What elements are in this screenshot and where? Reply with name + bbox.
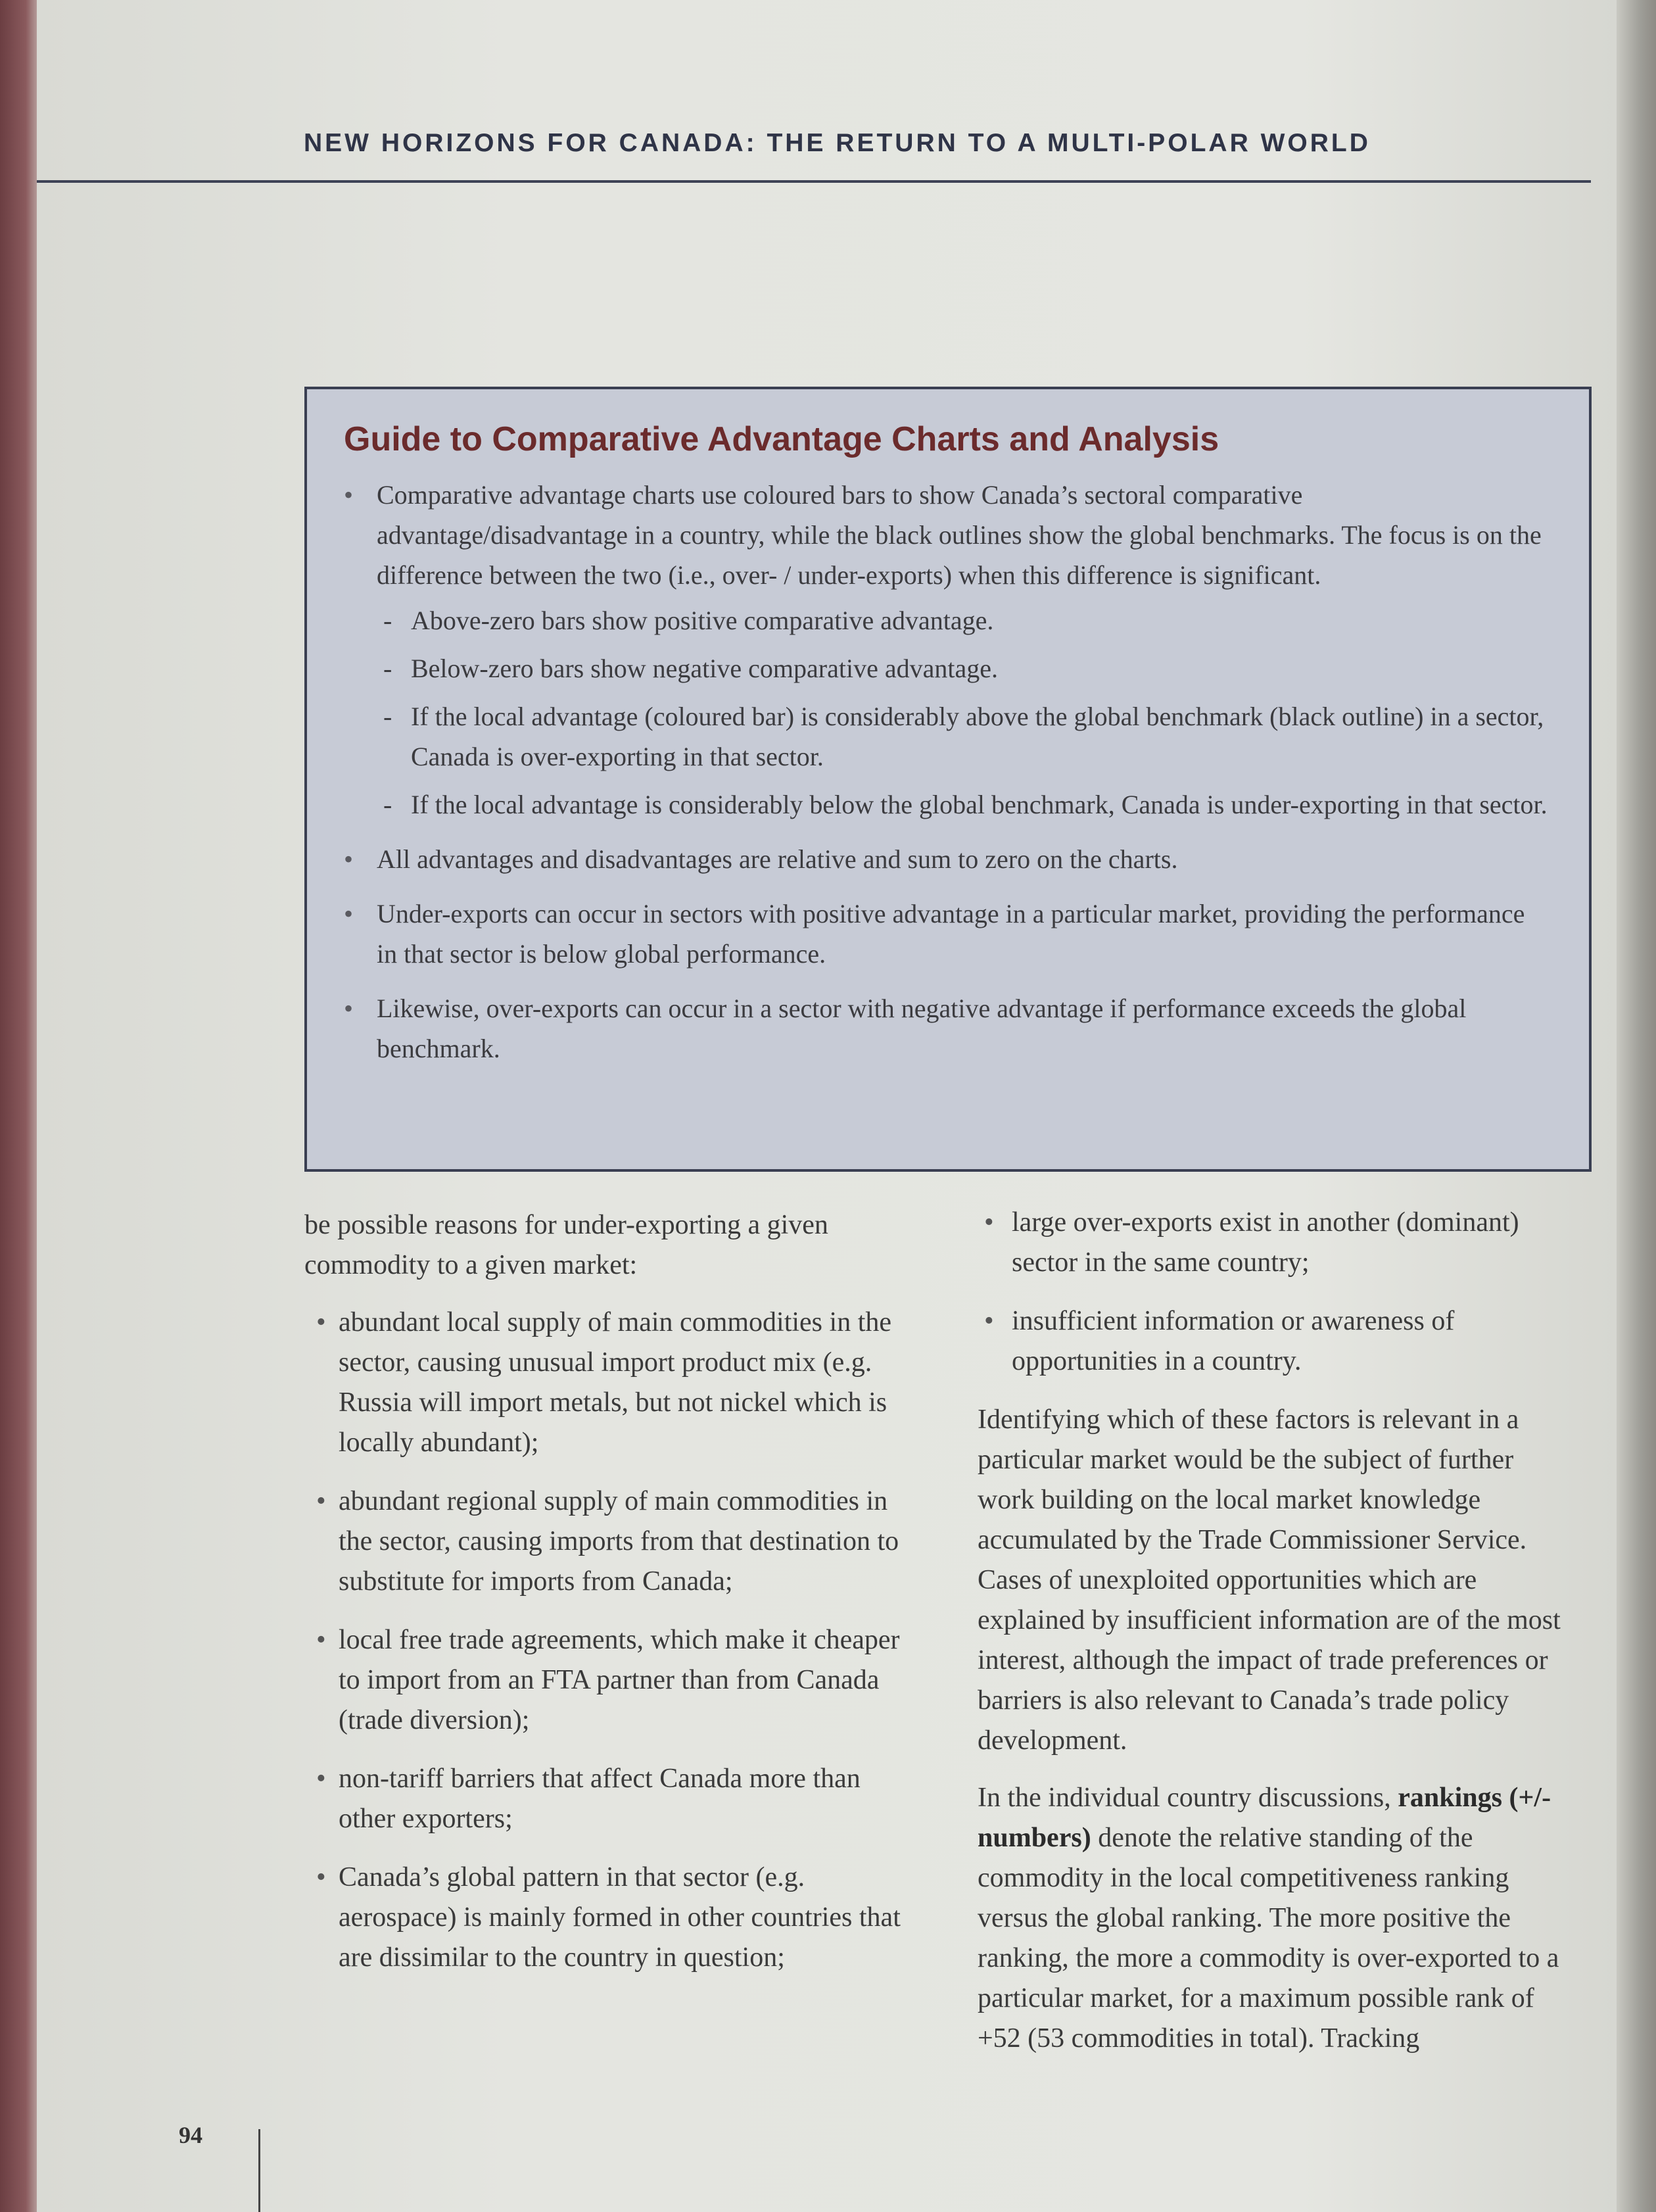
page-number: 94 xyxy=(179,2122,202,2148)
guide-bullet: • All advantages and disadvantages are relative and sum to zero on the charts. xyxy=(344,839,1550,879)
left-intro-paragraph: be possible reasons for under-exporting a given commodity to a given market: xyxy=(304,1210,828,1280)
guide-sub-item: - Above-zero bars show positive comparative advantage. xyxy=(377,600,1550,640)
reason-item: • abundant regional supply of main commodities in the sector, causing imports from that destination to substitute for imports from Canada; xyxy=(304,1481,916,1602)
rankings-text-end: denote the relative standing of the commodity in the local competitiveness ranking versus the global ranking. The more positive the ranking, the more a commodity is over-exported to a particular market, for a maximum possible rank of +52 (53 commodities in total). Tracking xyxy=(978,1823,1559,2054)
reasons-list-continued xyxy=(978,1203,1576,1382)
guide-bullet: • Likewise, over-exports can occur in a sector with negative advantage if performance exceeds the global benchmark. xyxy=(344,988,1550,1069)
folio-rule xyxy=(258,2129,260,2212)
guide-sub-item: - If the local advantage is considerably below the global benchmark, Canada is under-exporting in that sector. xyxy=(377,784,1550,825)
guide-box xyxy=(304,387,1592,1172)
reason-item: • abundant local supply of main commodities in the sector, causing unusual import product mix (e.g. Russia will import metals, but not nickel which is locally abundant); xyxy=(304,1303,916,1463)
factors-paragraph: Identifying which of these factors is relevant in a particular market would be the subject of further work building on the local market knowledge accumulated by the Trade Commissioner Service. Cases of unexploited opportunities which are explained by insufficient information are of the most interest, although the impact of trade preferences or barriers is also relevant to Canada’s trade policy development. xyxy=(978,1405,1561,1756)
guide-title: Guide to Comparative Advantage Charts and Analysis xyxy=(344,420,1219,458)
reason-item: • non-tariff barriers that affect Canada more than other exporters; xyxy=(304,1759,916,1839)
rankings-paragraph xyxy=(978,1778,1576,2059)
guide-bullet-text: Comparative advantage charts use coloured bars to show Canada’s sectoral comparative advantage/disadvantage in a country, while the black outlines show the global benchmarks. The focus is on the difference between the two (i.e., over- / under-exports) when this difference is significant. xyxy=(377,480,1542,590)
page-edge-shadow xyxy=(1617,0,1656,2212)
left-column xyxy=(304,1205,916,1996)
rankings-term: rankings (+/- numbers) xyxy=(978,1783,1551,1853)
rankings-text-start: In the individual country discussions, xyxy=(978,1783,1398,1813)
reason-item: • large over-exports exist in another (dominant) sector in the same country; xyxy=(978,1203,1576,1283)
reason-item: • local free trade agreements, which make it cheaper to import from an FTA partner than from Canada (trade diversion); xyxy=(304,1620,916,1741)
running-header: NEW HORIZONS FOR CANADA: THE RETURN TO A MULTI-POLAR WORLD xyxy=(304,129,1371,157)
reason-item: • insufficient information or awareness of opportunities in a country. xyxy=(978,1301,1576,1382)
guide-bullet-list xyxy=(344,475,1550,1069)
right-column xyxy=(978,1203,1576,2076)
reason-item: • Canada’s global pattern in that sector (e.g. aerospace) is mainly formed in other countries that are dissimilar to the country in question; xyxy=(304,1858,916,1978)
guide-sub-item: - Below-zero bars show negative comparative advantage. xyxy=(377,648,1550,688)
guide-sub-list xyxy=(377,600,1550,825)
guide-bullet xyxy=(344,475,1550,825)
guide-sub-item: - If the local advantage (coloured bar) is considerably above the global benchmark (black outline) in a sector, Canada is over-exporting in that sector. xyxy=(377,696,1550,777)
book-spine-shadow xyxy=(0,0,37,2212)
guide-bullet: • Under-exports can occur in sectors with positive advantage in a particular market, providing the performance in that sector is below global performance. xyxy=(344,894,1550,974)
reasons-list xyxy=(304,1303,916,1978)
header-rule xyxy=(37,180,1591,183)
